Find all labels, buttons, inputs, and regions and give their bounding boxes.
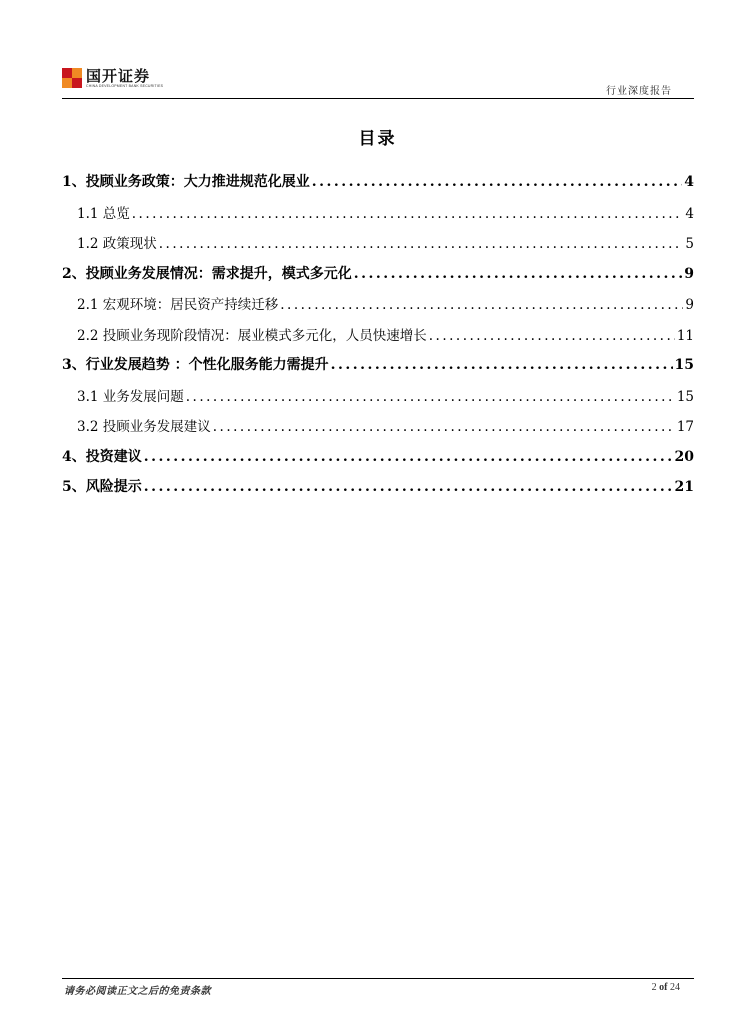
toc-entry-page: 4: [684, 174, 694, 190]
toc-entry-page: 9: [684, 265, 694, 282]
logo-english-name: CHINA DEVELOPMENT BANK SECURITIES: [86, 84, 164, 88]
toc-entry-page: 4: [685, 205, 694, 222]
toc-entry[interactable]: [62, 354, 694, 385]
report-type-label: 行业深度报告: [606, 86, 672, 97]
toc-entry[interactable]: [62, 202, 694, 233]
toc-entry-label: 3、行业发展趋势 ：个性化服务能力需提升: [62, 357, 329, 373]
toc-dot-leader: [186, 389, 675, 405]
company-logo: [62, 68, 163, 89]
page-header: [62, 66, 694, 100]
toc-entry-page: 17: [676, 419, 694, 435]
toc-entry-label: 2.2 投顾业务现阶段情况：展业模式多元化，人员快速增长: [77, 327, 427, 344]
toc-dot-leader: [429, 328, 675, 344]
toc-dot-leader: [159, 236, 684, 252]
toc-entry[interactable]: [62, 385, 694, 416]
toc-entry[interactable]: [62, 415, 694, 446]
footer-divider: [62, 978, 694, 979]
disclaimer-text: 请务必阅读正文之后的免责条款: [64, 986, 211, 997]
toc-entry-label: 3.2 投顾业务发展建议: [77, 419, 211, 435]
page-footer: [62, 978, 694, 997]
toc-entry-page: 15: [676, 388, 694, 405]
toc-dot-leader: [354, 266, 683, 282]
toc-entry[interactable]: [62, 232, 694, 263]
toc-dot-leader: [312, 174, 683, 190]
logo-mark-icon: [62, 68, 82, 88]
toc-entry-label: 3.1 业务发展问题: [77, 388, 184, 405]
toc-entry-page: 5: [685, 236, 694, 252]
toc-entry-label: 1.1 总览: [77, 205, 130, 222]
toc-entry-page: 15: [674, 357, 694, 373]
toc-entry[interactable]: [62, 476, 694, 507]
toc-entry-page: 9: [685, 297, 694, 313]
toc-entry[interactable]: [62, 171, 694, 202]
toc-dot-leader: [213, 419, 675, 435]
toc-dot-leader: [144, 479, 673, 495]
toc-entry-label: 2.1 宏观环境：居民资产持续迁移: [77, 297, 279, 313]
toc-entry-label: 1.2 政策现状: [77, 236, 157, 252]
toc-dot-leader: [132, 206, 684, 222]
toc-title: 目录: [358, 129, 397, 149]
toc-entry[interactable]: [62, 324, 694, 355]
toc-entry[interactable]: [62, 263, 694, 294]
table-of-contents: [62, 171, 694, 507]
toc-entry[interactable]: [62, 293, 694, 324]
toc-entry-label: 5、风险提示: [62, 479, 142, 495]
toc-entry-label: 2、投顾业务发展情况：需求提升，模式多元化: [62, 265, 352, 282]
toc-dot-leader: [144, 449, 673, 465]
toc-entry[interactable]: [62, 446, 694, 477]
toc-entry-page: 11: [676, 327, 694, 344]
toc-dot-leader: [280, 297, 683, 313]
logo-chinese-name: 国开证券: [86, 67, 151, 85]
toc-entry-label: 1、投顾业务政策：大力推进规范化展业: [62, 174, 310, 190]
toc-entry-page: 20: [674, 448, 694, 465]
header-divider: [62, 98, 694, 99]
toc-entry-page: 21: [674, 479, 694, 495]
toc-entry-label: 4、投资建议: [62, 448, 142, 465]
toc-dot-leader: [331, 357, 673, 373]
page-number: 2 of 24: [651, 982, 680, 993]
